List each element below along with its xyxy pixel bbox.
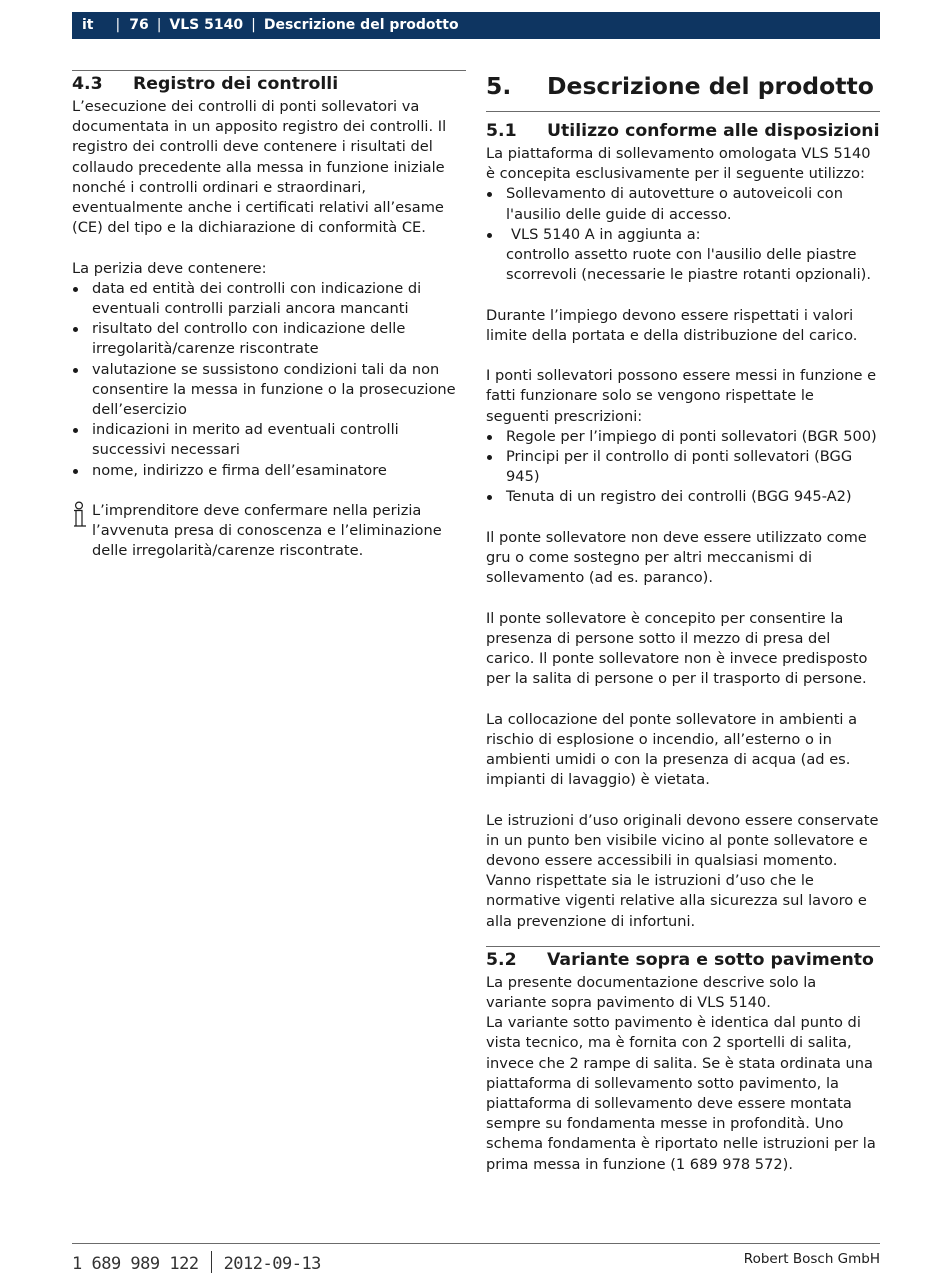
bullet-list	[72, 279, 466, 481]
list-item-continuation: controllo assetto ruote con l'ausilio delle piastre scorrevoli (necessarie le piastre rotanti opzionali).	[506, 246, 871, 284]
header-section: Descrizione del prodotto	[263, 17, 459, 33]
list-item	[486, 225, 880, 286]
paragraph: La piattaforma di sollevamento omologata VLS 5140 è concepita esclusivamente per il seguente utilizzo:	[486, 145, 871, 183]
footer-separator	[211, 1251, 212, 1273]
header-separator: |	[115, 17, 121, 33]
list-item: valutazione se sussistono condizioni tali da non consentire la messa in funzione o la prosecuzione dell’esercizio	[72, 360, 466, 421]
note-text: L’imprenditore deve confermare nella perizia l’avvenuta presa di conoscenza e l’eliminazione delle irregolarità/carenze riscontrate.	[92, 502, 442, 560]
header-separator: |	[251, 17, 256, 33]
bullet-list	[486, 184, 880, 285]
section-heading	[486, 118, 880, 144]
footer-company: Robert Bosch GmbH	[743, 1251, 880, 1267]
footer-date: 2012-09-13	[223, 1254, 321, 1274]
paragraph: Il ponte sollevatore non deve essere utilizzato come gru o come sostegno per altri meccanismi di sollevamento (ad es. paranco).	[486, 528, 867, 587]
section-number: 5.1	[486, 121, 517, 141]
bullet-list	[486, 427, 880, 508]
info-note	[72, 501, 466, 562]
paragraph: La variante sotto pavimento è identica dal punto di vista tecnico, ma è fornita con 2 sportelli di salita, invece che 2 rampe di salita. Se è stata ordinata una piattaforma di sollevamento sotto pavimento, la piattaforma di sollevamento deve essere montata sempre su fondamenta messe in profondità. Uno schema fondamenta è riportato nelle istruzioni per la prima messa in funzione (1 689 978 572).	[486, 1014, 876, 1173]
right-column	[486, 70, 880, 1175]
list-item: nome, indirizzo e firma dell’esaminatore	[72, 461, 466, 481]
paragraph: L’esecuzione dei controlli di ponti sollevatori va documentata in un apposito registro dei controlli. Il registro dei controlli deve contenere i risultati del collaudo precedente alla messa in funzione iniziale nonché i controlli ordinari e straordinari, eventualmente anche i certificati relativi all’esame (CE) del tipo e la dichiarazione di conformità CE.	[72, 98, 447, 237]
list-item: Regole per l’impiego di ponti sollevatori (BGR 500)	[486, 427, 880, 447]
header-separator: |	[156, 17, 162, 33]
paragraph: La presente documentazione descrive solo la variante sopra pavimento di VLS 5140.	[486, 973, 817, 1012]
list-item: indicazioni in merito ad eventuali controlli successivi necessari	[72, 420, 466, 460]
section-heading	[72, 71, 466, 97]
page-header	[72, 12, 880, 39]
header-language: it	[82, 17, 94, 33]
paragraph: Il ponte sollevatore è concepito per consentire la presenza di persone sotto il mezzo di presa del carico. Il ponte sollevatore non è invece predisposto per la salita di persone o per il trasporto di persone.	[486, 609, 868, 688]
list-item: data ed entità dei controlli con indicazione di eventuali controlli parziali ancora mancanti	[72, 279, 466, 319]
header-model: VLS 5140	[169, 17, 244, 33]
list-item: Tenuta di un registro dei controlli (BGG 945-A2)	[486, 487, 880, 507]
paragraph: Durante l’impiego devono essere rispettati i valori limite della portata e della distribuzione del carico.	[486, 306, 858, 344]
chapter-heading	[486, 70, 880, 112]
footer-rule	[72, 1243, 880, 1244]
chapter-number: 5.	[486, 72, 512, 100]
section-number: 5.2	[486, 949, 517, 970]
list-item: Sollevamento di autovetture o autoveicoli con l'ausilio delle guide di accesso.	[486, 184, 880, 224]
info-icon	[72, 501, 88, 529]
paragraph: I ponti sollevatori possono essere messi in funzione e fatti funzionare solo se vengono rispettate le seguenti prescrizioni:	[486, 367, 877, 425]
section-heading	[486, 947, 880, 973]
footer-doc-info	[72, 1251, 321, 1274]
section-title: Registro dei controlli	[133, 74, 339, 94]
section-title: Variante sopra e sotto pavimento	[547, 949, 874, 970]
paragraph: Le istruzioni d’uso originali devono essere conservate in un punto ben visibile vicino al ponte sollevatore e devono essere accessibili in qualsiasi momento. Vanno rispettate sia le istruzioni d’uso che le normative vigenti relative alla sicurezza sul lavoro e alla prevenzione di infortuni.	[486, 811, 879, 930]
list-item: risultato del controllo con indicazione delle irregolarità/carenze riscontrate	[72, 319, 466, 359]
section-title: Utilizzo conforme alle disposizioni	[547, 121, 880, 141]
header-page-number: 76	[129, 17, 149, 33]
left-column	[72, 70, 466, 562]
list-item: Principi per il controllo di ponti sollevatori (BGG 945)	[486, 447, 880, 487]
section-number: 4.3	[72, 74, 103, 94]
paragraph: La perizia deve contenere:	[72, 259, 267, 277]
list-item-text: VLS 5140 A in aggiunta a:	[511, 225, 701, 243]
paragraph: La collocazione del ponte sollevatore in ambienti a rischio di esplosione o incendio, all’esterno o in ambienti umidi o con la presenza di acqua (ad es. impianti di lavaggio) è vietata.	[486, 710, 858, 789]
chapter-title: Descrizione del prodotto	[547, 72, 874, 100]
footer-doc-number: 1 689 989 122	[72, 1254, 199, 1274]
